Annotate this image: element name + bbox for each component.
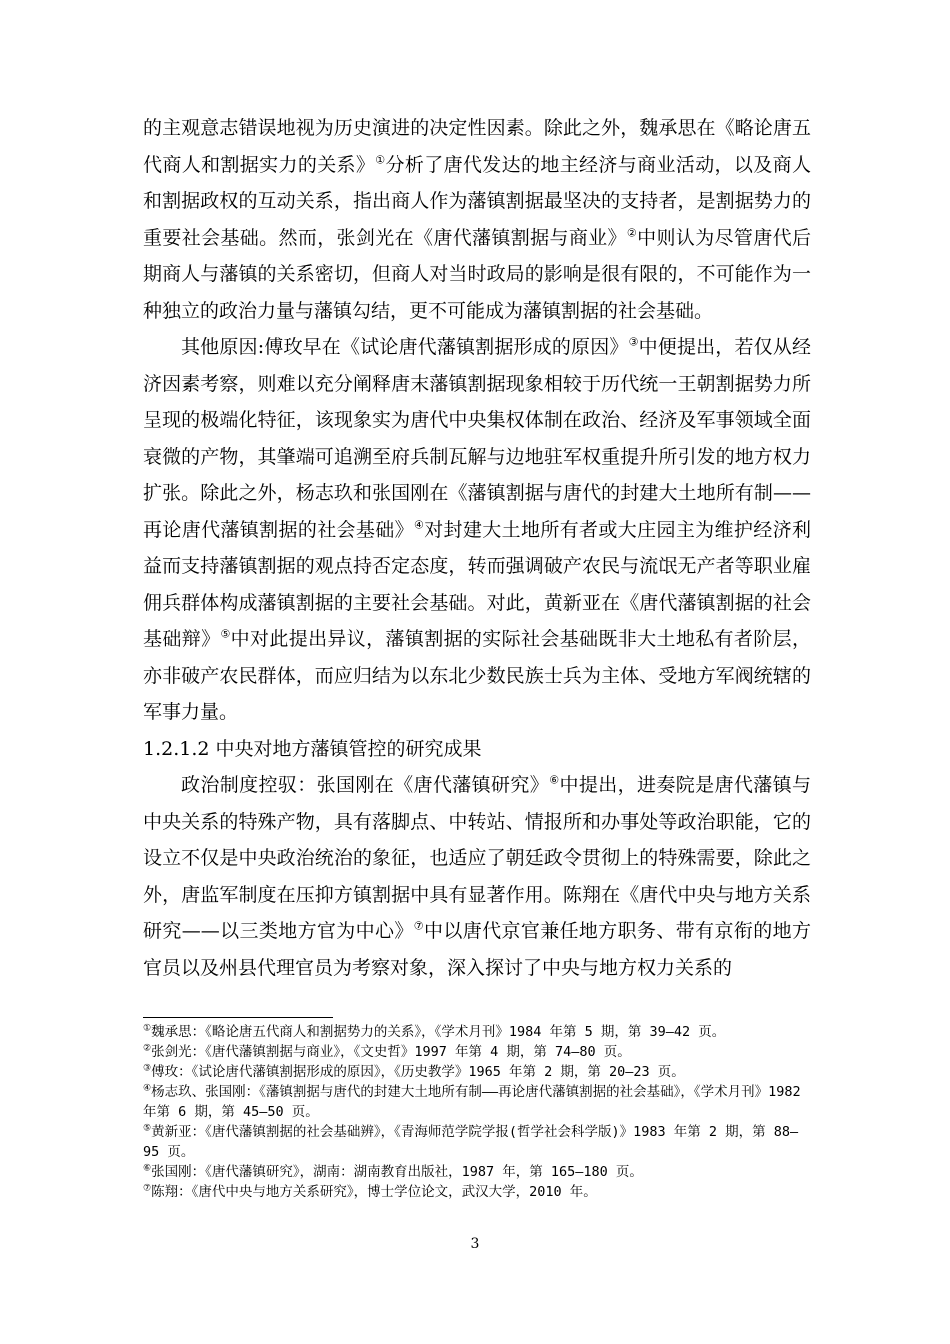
footnote-6 — [143, 1162, 811, 1182]
footnote-ref-7[interactable]: ⑦ — [413, 919, 424, 933]
footnote-ref-1[interactable]: ① — [375, 153, 386, 167]
paragraph-text: 分析了唐代发达的地主经济与商业活动，以及商人和割据政权的互动关系，指出商人作为藩镇割据最坚决的支持者，是割据势力的重要社会基础。然而，张剑光在《唐代藩镇割据与商业》 — [143, 153, 811, 249]
footnote-text: 魏承思：《略论唐五代商人和割据势力的关系》，《学术月刊》1984 年第 5 期，第 39—42 页。 — [151, 1024, 726, 1040]
paragraph-merchants — [143, 110, 811, 329]
footnote-separator — [143, 1017, 333, 1018]
footnote-text: 傅玫：《试论唐代藩镇割据形成的原因》，《历史教学》1965 年第 2 期，第 20—23 页。 — [151, 1064, 685, 1080]
footnote-text: 杨志玖、张国刚：《藩镇割据与唐代的封建大土地所有制——再论唐代藩镇割据的社会基础》，《学术月刊》1982 年第 6 期，第 45—50 页。 — [143, 1084, 801, 1120]
paragraph-text: 中对此提出异议，藩镇割据的实际社会基础既非大土地私有者阶层，亦非破产农民群体，而应归结为以东北少数民族士兵为主体、受地方军阀统辖的军事力量。 — [143, 628, 811, 723]
footnotes — [143, 1022, 811, 1202]
paragraph-text: 中则认为尽管唐代后期商人与藩镇的关系密切，但商人对当时政局的影响是很有限的，不可能作为一种独立的政治力量与藩镇勾结，更不可能成为藩镇割据的社会基础。 — [143, 226, 811, 322]
paragraph-text: 中提出，进奏院是唐代藩镇与中央关系的特殊产物，具有落脚点、中转站、情报所和办事处等政治职能，它的设立不仅是中央政治统治的象征，也适应了朝廷政令贯彻上的特殊需要，除此之外，唐监军制度在压抑方镇割据中具有显著作用。陈翔在《唐代中央与地方关系研究——以三类地方官为中心》 — [143, 774, 811, 942]
footnote-3 — [143, 1062, 811, 1082]
body-text — [143, 110, 811, 986]
footnote-7 — [143, 1182, 811, 1202]
footnote-mark: ② — [143, 1043, 152, 1054]
footnote-mark: ⑤ — [143, 1123, 152, 1134]
footnote-1 — [143, 1022, 811, 1042]
footnote-mark: ④ — [143, 1083, 152, 1094]
footnote-mark: ③ — [143, 1063, 152, 1074]
footnote-ref-5[interactable]: ⑤ — [220, 627, 231, 641]
paragraph-text: 对封建大土地所有者或大庄园主为维护经济利益而支持藩镇割据的观点持否定态度，转而强调破产农民与流氓无产者等职业雇佣兵群体构成藩镇割据的主要社会基础。对此，黄新亚在《唐代藩镇割据的社会基础辩》 — [143, 518, 811, 650]
section-heading: 1.2.1.2 中央对地方藩镇管控的研究成果 — [143, 737, 482, 760]
paragraph-text: 政治制度控驭：张国刚在《唐代藩镇研究》 — [181, 774, 550, 796]
paragraph-text: 其他原因:傅玫早在《试论唐代藩镇割据形成的原因》 — [181, 336, 629, 358]
footnote-mark: ① — [143, 1023, 152, 1034]
footnote-mark: ⑥ — [143, 1163, 152, 1174]
footnote-2 — [143, 1042, 811, 1062]
footnote-ref-4[interactable]: ④ — [413, 518, 425, 532]
paragraph-text: 中便提出，若仅从经济因素考察，则难以充分阐释唐末藩镇割据现象相较于历代统一王朝割据势力所呈现的极端化特征，该现象实为唐代中央集权体制在政治、经济及军事领域全面衰微的产物，其肇端可追溯至府兵制瓦解与边地驻军权重提升所引发的地方权力扩张。除此之外，杨志玖和张国刚在《藩镇割据与唐代的封建大土地所有制——再论唐代藩镇割据的社会基础》 — [143, 336, 811, 541]
footnote-ref-6[interactable]: ⑥ — [549, 773, 560, 787]
footnote-ref-3[interactable]: ③ — [628, 335, 639, 349]
footnote-5 — [143, 1122, 811, 1162]
footnote-ref-2[interactable]: ② — [626, 226, 638, 240]
footnote-4 — [143, 1082, 811, 1122]
footnote-text: 张剑光：《唐代藩镇割据与商业》，《文史哲》1997 年第 4 期，第 74—80 页。 — [151, 1044, 631, 1060]
footnote-text: 黄新亚：《唐代藩镇割据的社会基础辨》，《青海师范学院学报(哲学社会科学版)》1983 年第 2 期，第 88—95 页。 — [143, 1124, 799, 1160]
paragraph-other-causes — [143, 329, 811, 731]
footnote-mark: ⑦ — [143, 1183, 152, 1194]
page-number: 3 — [470, 1236, 480, 1252]
paragraph-text: 的主观意志错误地视为历史演进的决定性因素。除此之外，魏承思在《略论唐五代商人和割据实力的关系》 — [143, 117, 811, 176]
paragraph-text: 中以唐代京官兼任地方职务、带有京衔的地方官员以及州县代理官员为考察对象，深入探讨了中央与地方权力关系的 — [143, 920, 811, 979]
footnote-text: 陈翔：《唐代中央与地方关系研究》，博士学位论文，武汉大学，2010 年。 — [151, 1184, 597, 1200]
paragraph-political-control — [143, 767, 811, 986]
footnote-text: 张国刚：《唐代藩镇研究》，湖南：湖南教育出版社，1987 年，第 165—180 页。 — [151, 1164, 643, 1180]
